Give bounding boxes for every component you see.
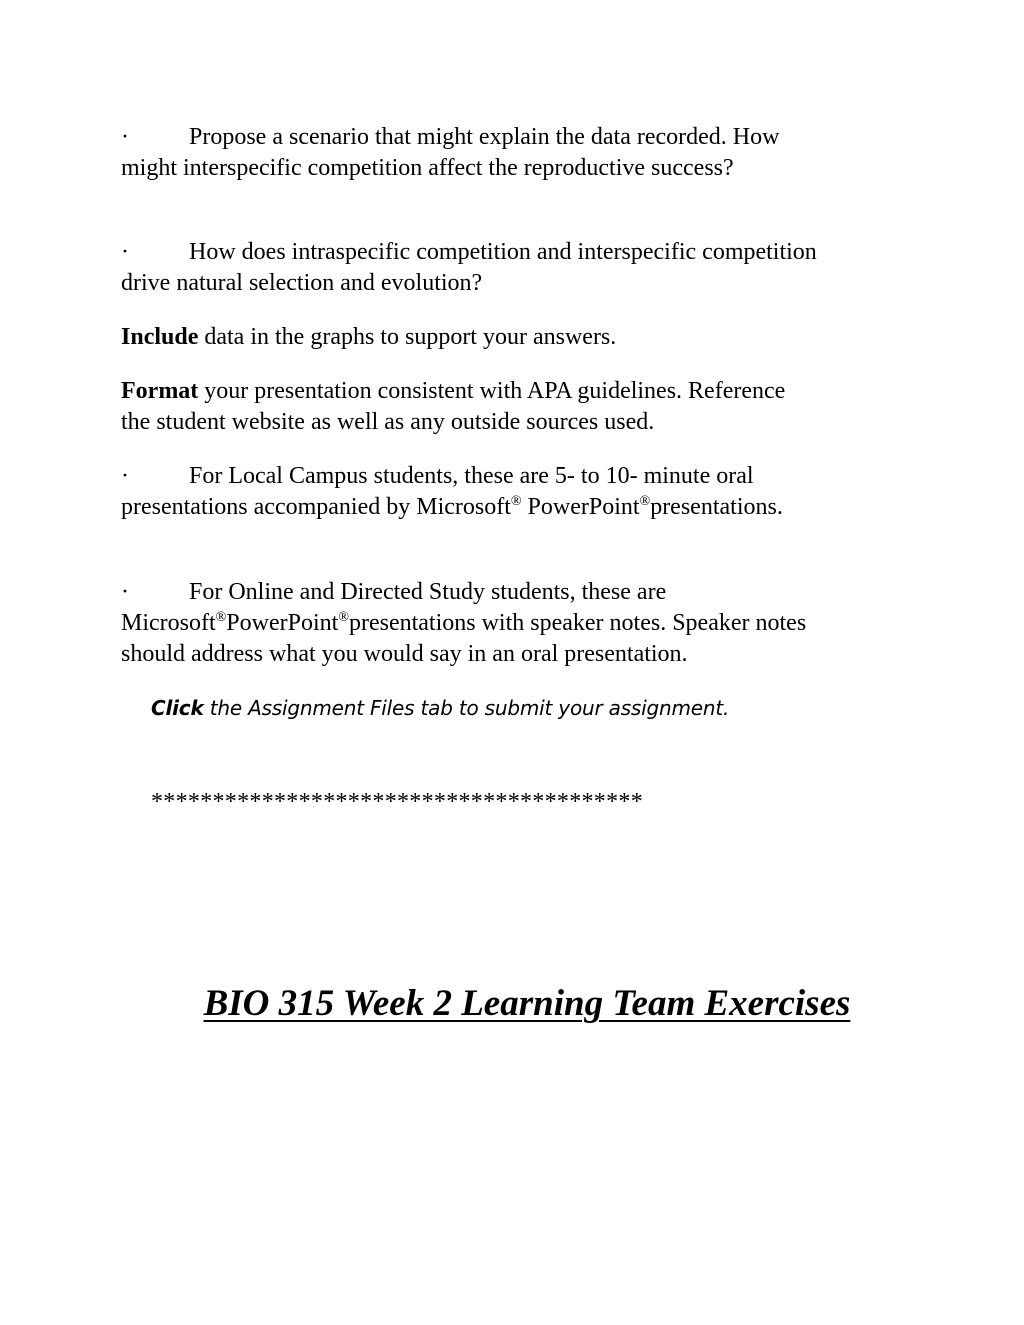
- format-line-1: [121, 376, 901, 407]
- local-campus-note: [121, 461, 901, 523]
- question-text-line-1: How does intraspecific competition and interspecific competition: [189, 239, 817, 265]
- question-propose-scenario: [121, 122, 901, 184]
- online-study-note: [121, 577, 901, 670]
- registered-mark: ®: [338, 610, 349, 625]
- include-instruction: [121, 322, 901, 353]
- section-title: BIO 315 Week 2 Learning Team Exercises: [203, 983, 851, 1024]
- question-text-line-1: Propose a scenario that might explain the data recorded. How: [189, 124, 780, 150]
- bullet-dot: ·: [121, 579, 129, 605]
- asterisk-separator: ****************************************: [151, 789, 643, 815]
- click-text: the Assignment Files tab to submit your assignment.: [203, 696, 730, 720]
- online-text-b: PowerPoint: [226, 610, 339, 636]
- bullet-dot: ·: [121, 239, 129, 265]
- online-text-a: Microsoft: [121, 610, 216, 636]
- online-text-c: presentations with speaker notes. Speaker notes: [348, 610, 807, 636]
- click-label: Click: [151, 696, 204, 720]
- local-campus-text-b: PowerPoint: [521, 494, 640, 520]
- format-text-line-2: the student website as well as any outside sources used.: [121, 409, 655, 435]
- format-label: Format: [121, 378, 199, 404]
- local-campus-text-c: presentations.: [650, 494, 783, 520]
- include-text: data in the graphs to support your answers.: [198, 324, 617, 350]
- bullet-line: [121, 577, 901, 608]
- submit-instruction: [151, 693, 729, 723]
- include-label: Include: [121, 324, 199, 350]
- question-text-line-2: drive natural selection and evolution?: [121, 270, 483, 296]
- local-campus-line-1: For Local Campus students, these are 5- to 10- minute oral: [189, 463, 754, 489]
- bullet-line: [121, 237, 901, 268]
- registered-mark: ®: [639, 494, 651, 509]
- bullet-dot: ·: [121, 124, 129, 150]
- local-campus-text-a: presentations accompanied by Microsoft: [121, 494, 511, 520]
- bullet-line: [121, 461, 901, 492]
- bullet-line: [121, 122, 901, 153]
- online-line-3: should address what you would say in an oral presentation.: [121, 641, 688, 667]
- format-instruction: [121, 376, 901, 438]
- online-line-1: For Online and Directed Study students, these are: [189, 579, 667, 605]
- registered-mark: ®: [510, 494, 522, 509]
- registered-mark: ®: [215, 610, 227, 625]
- question-competition-evolution: [121, 237, 901, 299]
- format-text-line-1: your presentation consistent with APA guidelines. Reference: [198, 378, 786, 404]
- question-text-line-2: might interspecific competition affect the reproductive success?: [121, 155, 734, 181]
- bullet-dot: ·: [121, 463, 129, 489]
